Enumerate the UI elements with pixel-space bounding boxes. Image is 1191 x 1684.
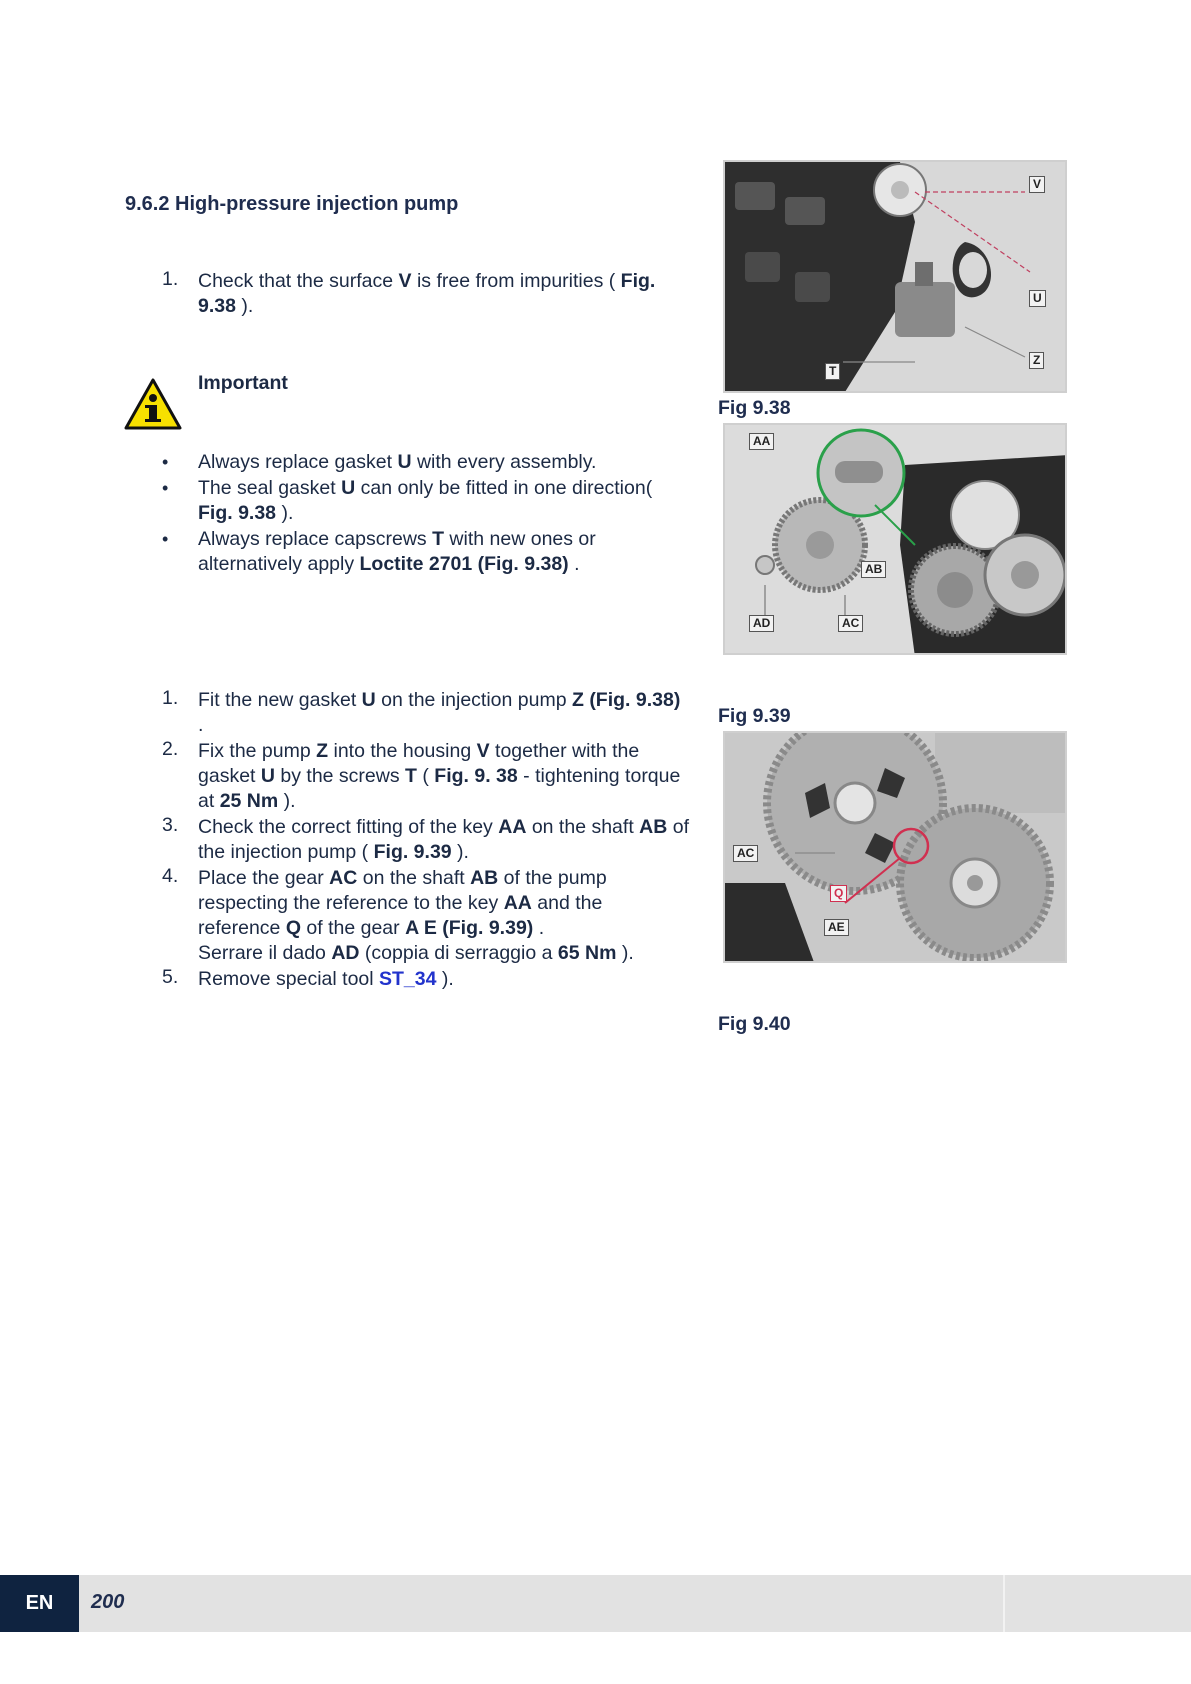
engine-block-pump-illustration	[725, 162, 1067, 393]
figure-caption: Fig 9.39	[718, 705, 791, 727]
list-item: 1. Check that the surface V is free from impurities ( Fig. 9.38 ).	[162, 268, 656, 317]
callout-label: AB	[861, 561, 886, 578]
callout-label: Q	[830, 885, 847, 902]
list-item: 3. Check the correct fitting of the key AA on the shaft AB of the injection pump ( Fig. 9.39 ).	[162, 814, 690, 863]
callout-label: U	[1029, 290, 1046, 307]
list-item: 5. Remove special tool ST_34 ).	[162, 966, 454, 990]
callout-label: V	[1029, 176, 1045, 193]
list-item: • Always replace capscrews T with new ones or alternatively apply Loctite 2701 (Fig. 9.38) .	[162, 528, 596, 575]
pump-gear-key-illustration	[725, 425, 1067, 655]
important-list	[160, 450, 680, 578]
assembly-step-list	[160, 688, 690, 993]
callout-label: AC	[733, 845, 758, 862]
important-heading: Important	[198, 372, 288, 394]
list-item: • Always replace gasket U with every assembly.	[162, 451, 597, 473]
footer-divider	[1003, 1575, 1005, 1632]
gear-alignment-illustration	[725, 733, 1067, 963]
language-badge: EN	[0, 1575, 79, 1632]
callout-label: AD	[749, 615, 774, 632]
list-item: 2. Fix the pump Z into the housing V together with the gasket U by the screws T ( Fig. 9. 38 - tightening torque at 25 Nm ).	[162, 738, 681, 812]
step-number: 1.	[162, 268, 179, 290]
warning-info-icon	[124, 378, 182, 430]
figure-9-38-image	[723, 160, 1067, 393]
section-title: 9.6.2 High-pressure injection pump	[125, 193, 459, 215]
callout-label: AA	[749, 433, 774, 450]
callout-label: AE	[824, 919, 849, 936]
callout-label: AC	[838, 615, 863, 632]
list-item: • The seal gasket U can only be fitted in one direction( Fig. 9.38 ).	[162, 477, 653, 524]
figure-caption: Fig 9.40	[718, 1013, 791, 1035]
check-step-list	[160, 269, 680, 320]
page-footer	[0, 1575, 1191, 1632]
special-tool-link[interactable]: ST_34	[379, 968, 437, 990]
callout-label: T	[825, 363, 840, 380]
figure-caption: Fig 9.38	[718, 397, 791, 419]
figure-9-40-image	[723, 731, 1067, 963]
callout-label: Z	[1029, 352, 1044, 369]
page-number: 200	[91, 1591, 125, 1613]
list-item: 4. Place the gear AC on the shaft AB of the pump respecting the reference to the key AA and the reference Q of the gear A E (Fig. 9.39) . Serrare il dado AD (coppia di serraggio a 65 Nm ).	[162, 865, 634, 964]
figure-9-39-image	[723, 423, 1067, 655]
list-item: 1. Fit the new gasket U on the injection pump Z (Fig. 9.38) .	[162, 687, 681, 736]
